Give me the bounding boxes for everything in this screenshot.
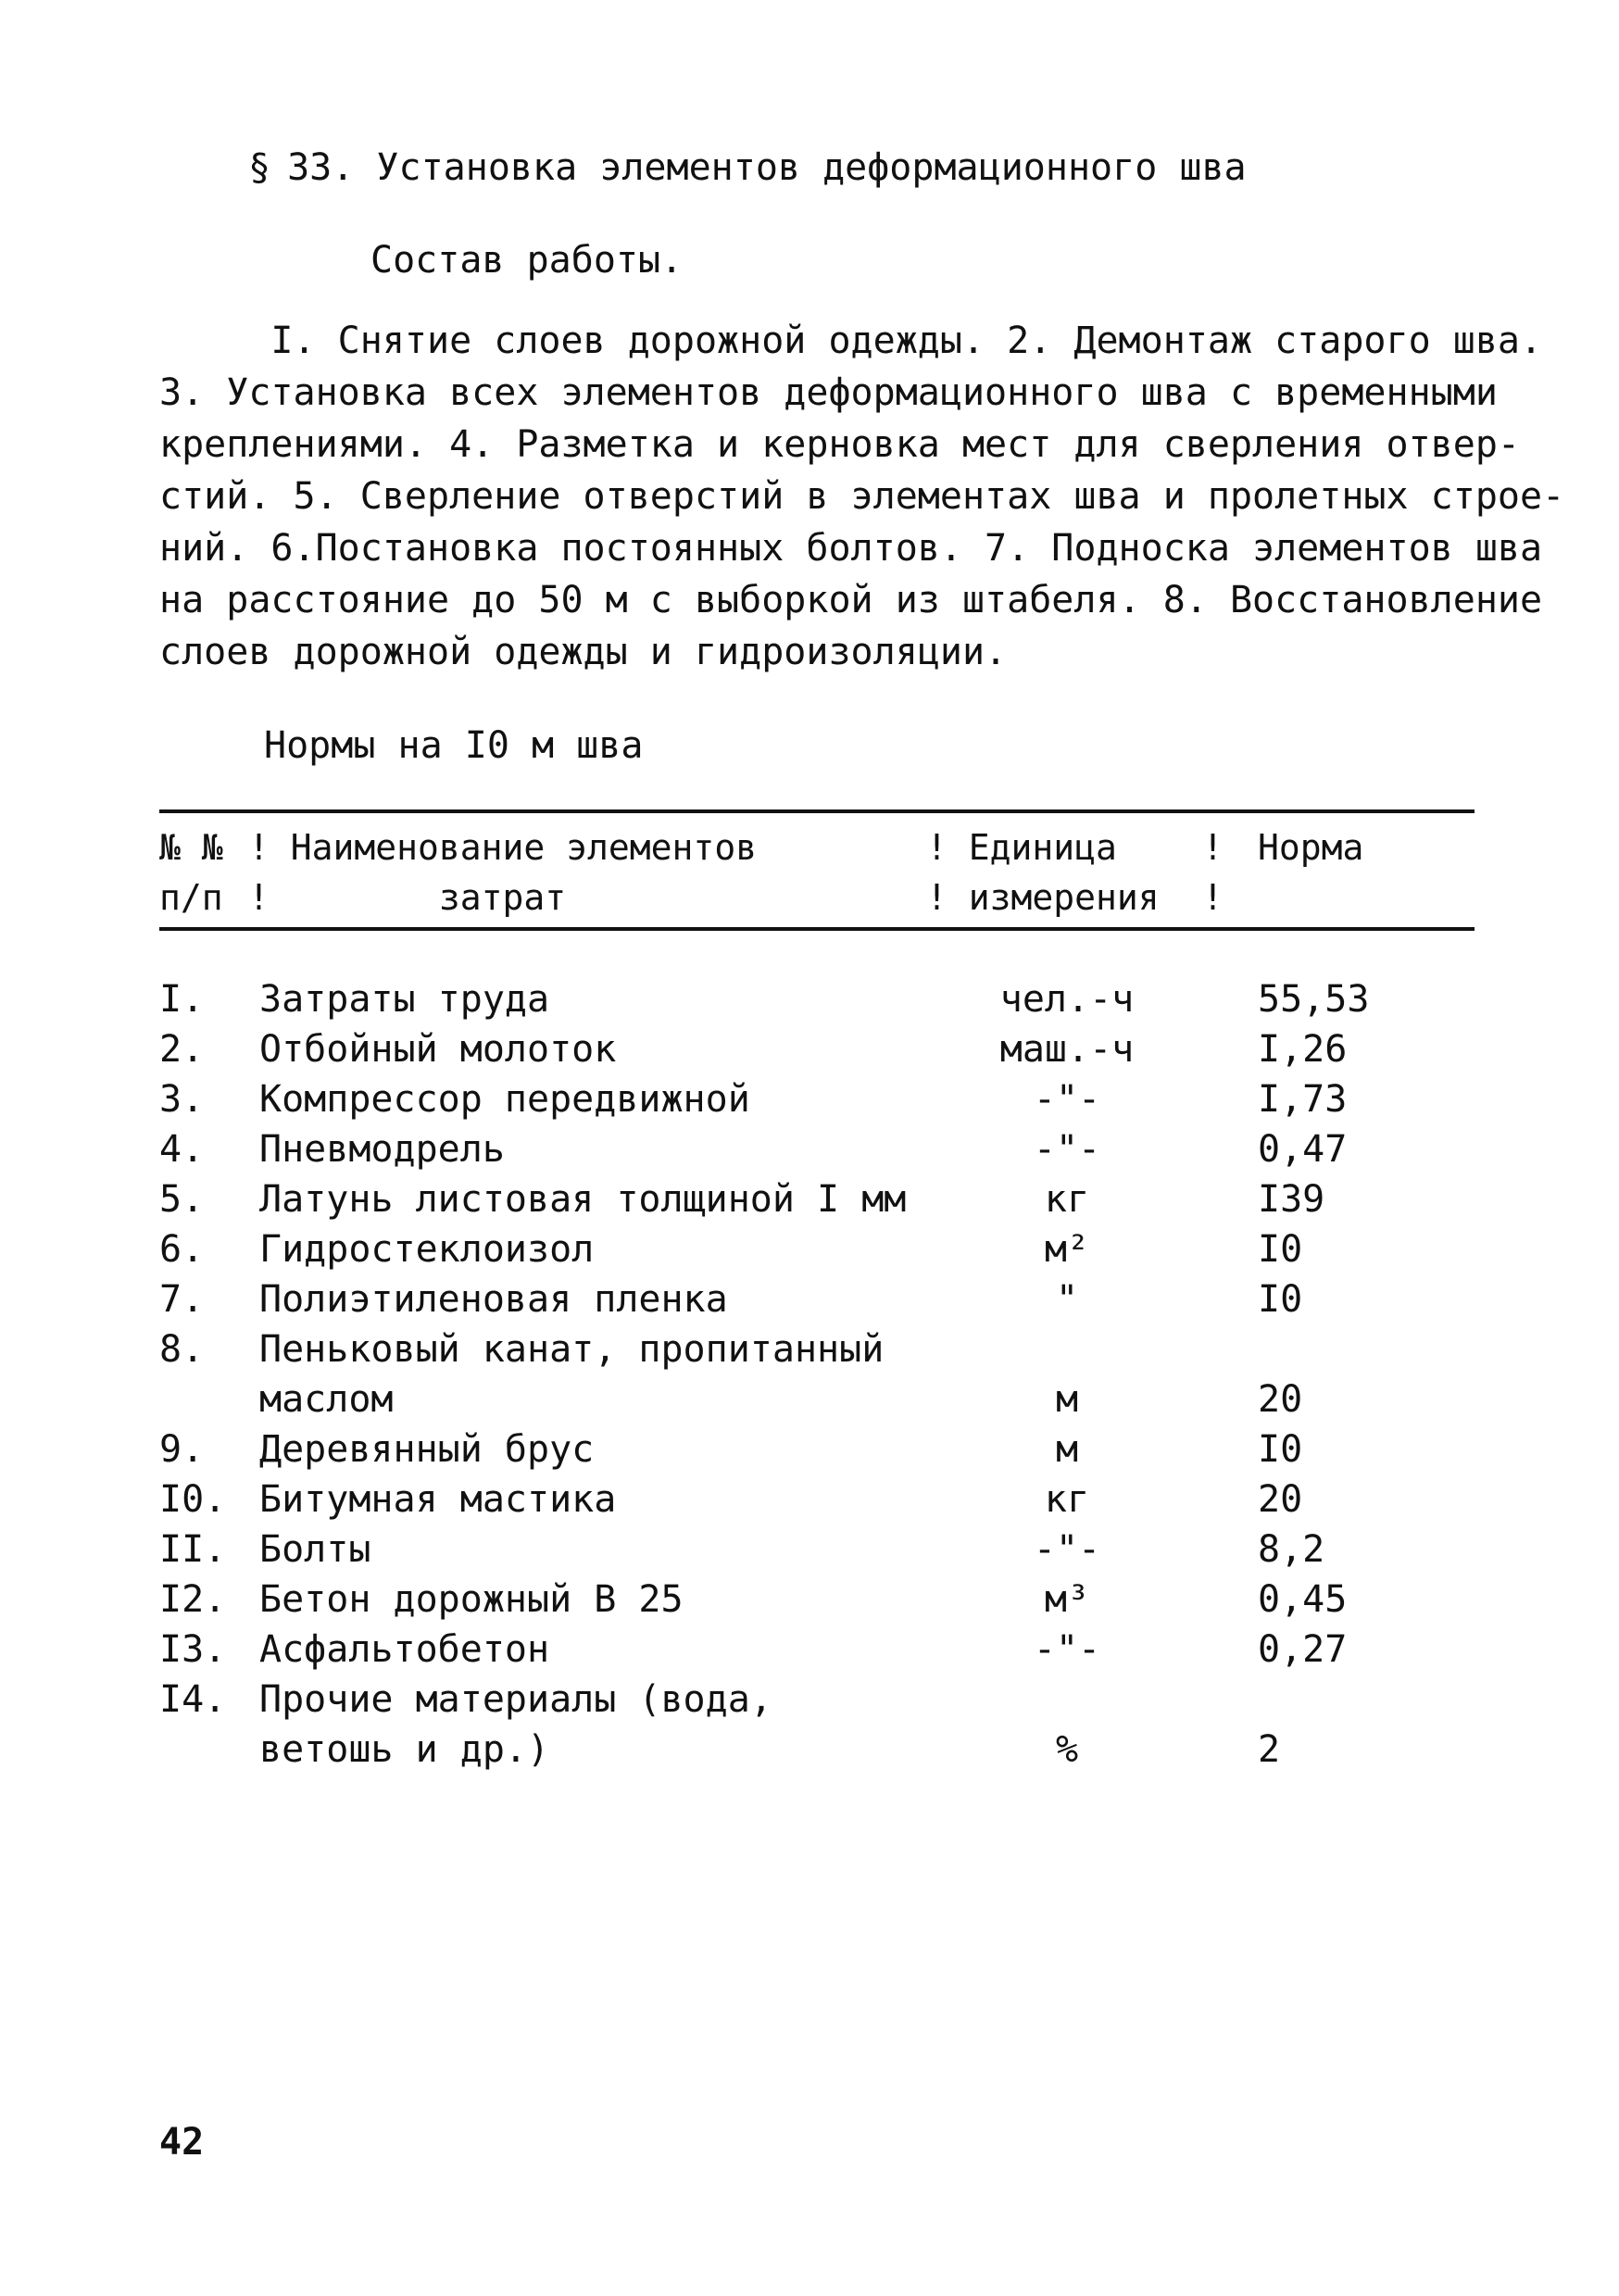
row-number: I4. (159, 1678, 227, 1721)
row-name (259, 1675, 772, 1775)
row-number: 9. (159, 1428, 205, 1471)
row-value: 55,53 (1258, 978, 1370, 1021)
norms-caption: Нормы на I0 м шва (264, 724, 644, 767)
table-header-rule (159, 927, 1475, 931)
row-number: 8. (159, 1328, 205, 1371)
row-value: 0,47 (1258, 1128, 1348, 1171)
row-value: 20 (1258, 1378, 1303, 1421)
section-title-text: 33. Установка элементов деформационного шва (287, 146, 1247, 189)
body-line: 3. Установка всех элементов деформационного шва с временными (159, 371, 1498, 414)
header-number (159, 822, 223, 922)
row-name: Деревянный брус (259, 1428, 595, 1471)
table-row (159, 1274, 1475, 1324)
body-line: I. Снятие слоев дорожной одежды. 2. Демонтаж старого шва. (159, 320, 1543, 362)
row-name: Компрессор передвижной (259, 1078, 750, 1121)
row-unit: -"- (1033, 1528, 1101, 1571)
row-unit: -"- (1033, 1078, 1101, 1121)
work-composition-heading: Состав работы. (370, 239, 684, 282)
row-name: Асфальтобетон (259, 1628, 550, 1671)
body-line: ний. 6.Постановка постоянных болтов. 7. Подноска элементов шва (159, 527, 1543, 570)
row-name-line1: Прочие материалы (вода, (259, 1678, 772, 1721)
norms-table-body (159, 974, 1475, 1775)
row-number: 6. (159, 1228, 205, 1271)
row-value: 8,2 (1258, 1528, 1325, 1571)
row-unit: кг (1044, 1478, 1090, 1521)
row-name: Битумная мастика (259, 1478, 617, 1521)
header-unit-line2: ! измерения (926, 877, 1160, 918)
row-number: I2. (159, 1578, 227, 1621)
page-number: 42 (159, 2121, 205, 2164)
row-number: I3. (159, 1628, 227, 1671)
row-number: 3. (159, 1078, 205, 1121)
table-row (159, 1625, 1475, 1675)
body-line: слоев дорожной одежды и гидроизоляции. (159, 631, 1008, 673)
header-unit-line1: ! Единица (926, 827, 1117, 868)
body-line: стий. 5. Сверление отверстий в элементах шва и пролетных строе- (159, 475, 1565, 518)
table-row (159, 1575, 1475, 1625)
row-name: Болты (259, 1528, 371, 1571)
row-unit: м (1055, 1378, 1079, 1421)
row-value: I0 (1258, 1228, 1303, 1271)
table-row (159, 1174, 1475, 1224)
row-unit: маш.-ч (999, 1028, 1135, 1071)
row-unit: -"- (1033, 1628, 1101, 1671)
row-name: Затраты труда (259, 978, 550, 1021)
header-separator-line1: ! (1202, 827, 1224, 868)
row-value: I39 (1258, 1178, 1325, 1221)
row-name-line2: ветошь и др.) (259, 1728, 550, 1771)
table-row (159, 1474, 1475, 1524)
header-separator (1202, 822, 1224, 922)
row-value: 0,27 (1258, 1628, 1348, 1671)
row-unit: чел.-ч (999, 978, 1135, 1021)
row-unit: м² (1044, 1228, 1090, 1271)
row-name: Отбойный молоток (259, 1028, 617, 1071)
row-value: 20 (1258, 1478, 1303, 1521)
table-top-rule (159, 809, 1475, 813)
row-unit: кг (1044, 1178, 1090, 1221)
row-name-line2: маслом (259, 1378, 394, 1421)
table-row (159, 1074, 1475, 1124)
section-symbol: § (248, 146, 271, 189)
row-value: 2 (1258, 1728, 1281, 1771)
row-number: I0. (159, 1478, 227, 1521)
row-value: I,26 (1258, 1028, 1348, 1071)
row-value: 0,45 (1258, 1578, 1348, 1621)
table-row (159, 1124, 1475, 1174)
table-row (159, 1675, 1475, 1775)
header-name-line2: ! затрат (248, 877, 567, 918)
row-name: Бетон дорожный В 25 (259, 1578, 684, 1621)
header-name (248, 822, 757, 922)
row-unit: % (1055, 1728, 1079, 1771)
header-unit (926, 822, 1160, 922)
row-number: 5. (159, 1178, 205, 1221)
row-value: I0 (1258, 1278, 1303, 1321)
section-title (248, 146, 1247, 189)
table-row (159, 1224, 1475, 1274)
table-row (159, 1024, 1475, 1074)
row-unit: -"- (1033, 1128, 1101, 1171)
row-value: I,73 (1258, 1078, 1348, 1121)
header-name-line1: ! Наименование элементов (248, 827, 758, 868)
header-number-line2: п/п (159, 877, 223, 918)
row-number: 7. (159, 1278, 205, 1321)
row-number: 2. (159, 1028, 205, 1071)
table-row (159, 1524, 1475, 1575)
row-number: 4. (159, 1128, 205, 1171)
table-row (159, 1424, 1475, 1474)
body-line: креплениями. 4. Разметка и керновка мест для сверления отвер- (159, 423, 1521, 466)
row-name: Полиэтиленовая пленка (259, 1278, 728, 1321)
row-unit: " (1055, 1278, 1079, 1321)
row-unit: м (1055, 1428, 1079, 1471)
row-unit: м³ (1044, 1578, 1090, 1621)
header-norm: Норма (1258, 827, 1364, 868)
row-number: II. (159, 1528, 227, 1571)
work-composition-text (159, 315, 1565, 678)
table-row (159, 974, 1475, 1024)
row-name-line1: Пеньковый канат, пропитанный (259, 1328, 885, 1371)
header-number-line1: № № (159, 827, 223, 868)
row-name: Гидростеклоизол (259, 1228, 595, 1271)
body-line: на расстояние до 50 м с выборкой из штабеля. 8. Восстановление (159, 579, 1543, 621)
row-name (259, 1324, 884, 1424)
row-name: Пневмодрель (259, 1128, 505, 1171)
row-value: I0 (1258, 1428, 1303, 1471)
table-row (159, 1324, 1475, 1424)
row-number: I. (159, 978, 205, 1021)
header-separator-line2: ! (1202, 877, 1224, 918)
row-name: Латунь листовая толщиной I мм (259, 1178, 907, 1221)
